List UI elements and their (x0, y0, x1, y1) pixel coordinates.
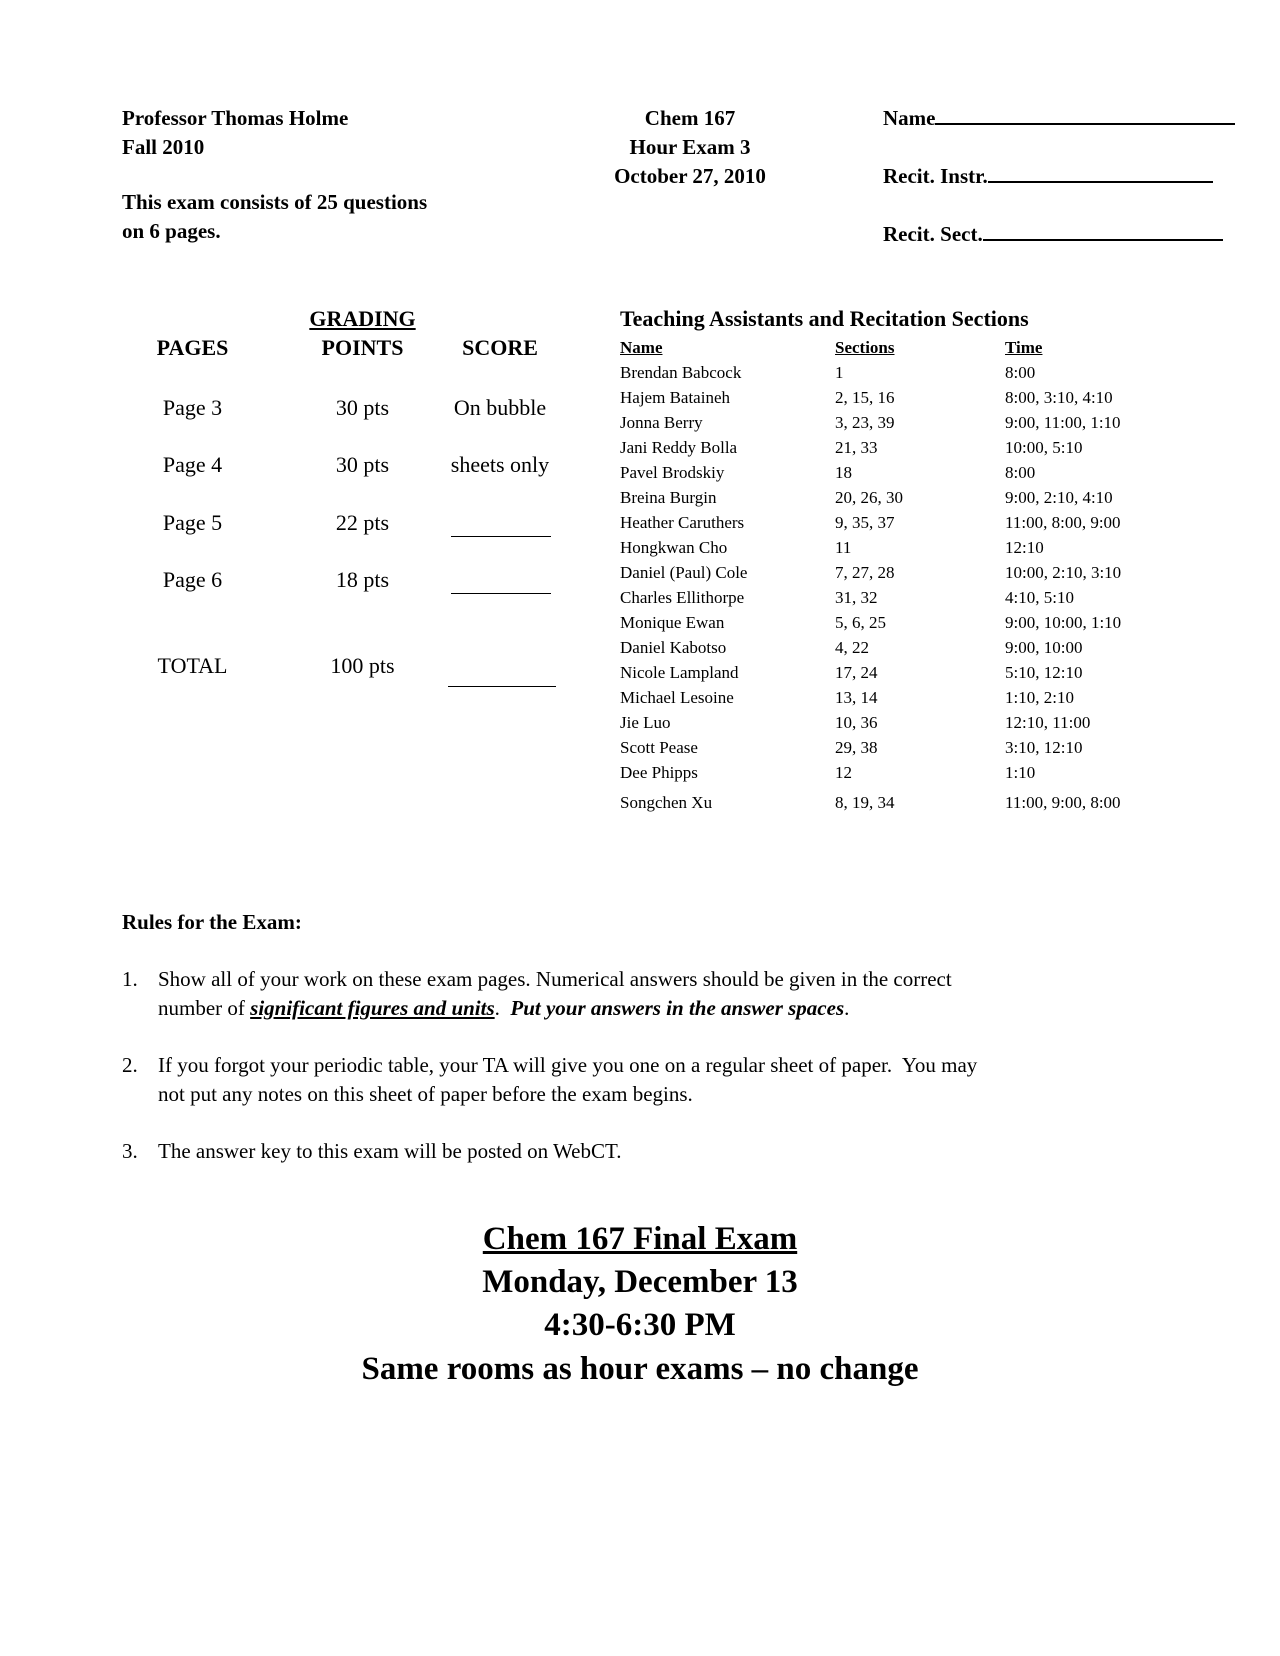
rule-1-bold-instruction: Put your answers in the answer spaces (510, 996, 845, 1020)
name-field-row (883, 104, 1235, 133)
term: Fall 2010 (122, 135, 205, 159)
ta-time: 9:00, 10:00 (1005, 638, 1083, 657)
recit-instr-label: Recit. Instr. (883, 164, 988, 188)
ta-time: 4:10, 5:10 (1005, 588, 1074, 607)
ta-name: Monique Ewan (620, 613, 725, 632)
rule-2-line2: not put any notes on this sheet of paper before the exam begins. (158, 1082, 693, 1106)
final-exam-time: 4:30-6:30 PM (544, 1307, 736, 1343)
ta-sections: 29, 38 (835, 738, 878, 757)
ta-name: Daniel (Paul) Cole (620, 563, 748, 582)
ta-name: Songchen Xu (620, 793, 713, 812)
rule-2-line1: If you forgot your periodic table, your TA will give you one on a regular sheet of paper. You may (158, 1053, 978, 1077)
ta-sections: 4, 22 (835, 638, 869, 657)
ta-sections: 7, 27, 28 (835, 563, 895, 582)
ta-sections: 21, 33 (835, 438, 878, 457)
ta-col-sections: Sections (835, 338, 895, 357)
score-blank-page5[interactable] (451, 534, 551, 537)
ta-sections: 18 (835, 463, 852, 482)
ta-time: 11:00, 8:00, 9:00 (1005, 513, 1121, 532)
table-row (620, 361, 1180, 385)
ta-sections: 20, 26, 30 (835, 488, 903, 507)
col-pages-header: PAGES (156, 335, 229, 360)
recit-sect-input-line[interactable] (983, 221, 1223, 241)
ta-time: 1:10, 2:10 (1005, 688, 1074, 707)
rule-1-line1: Show all of your work on these exam pages. Numerical answers should be given in the correct (158, 967, 952, 991)
ta-sections: 13, 14 (835, 688, 878, 707)
ta-name: Jani Reddy Bolla (620, 438, 738, 457)
rule-item-3-number: 3. (122, 1139, 138, 1163)
ta-sections: 8, 19, 34 (835, 793, 895, 812)
table-row (620, 536, 1180, 560)
table-row (620, 461, 1180, 485)
ta-sections: 31, 32 (835, 588, 878, 607)
ta-time: 8:00, 3:10, 4:10 (1005, 388, 1113, 407)
course-name: Chem 167 (644, 106, 736, 130)
final-exam-location: Same rooms as hour exams – no change (361, 1351, 919, 1387)
ta-sections: 12 (835, 763, 852, 782)
score-blank-page6[interactable] (451, 591, 551, 594)
rule-item-1 (158, 965, 1158, 1023)
ta-name: Charles Ellithorpe (620, 588, 745, 607)
ta-name: Daniel Kabotso (620, 638, 727, 657)
grading-header: GRADING (309, 306, 416, 331)
ta-table-title: Teaching Assistants and Recitation Sections (620, 306, 1029, 331)
grading-page: Page 4 (162, 452, 223, 477)
grading-score: sheets only (450, 452, 550, 477)
professor-name: Professor Thomas Holme (122, 106, 349, 130)
ta-name: Nicole Lampland (620, 663, 739, 682)
ta-time: 9:00, 10:00, 1:10 (1005, 613, 1122, 632)
exam-info-line2: on 6 pages. (122, 219, 221, 243)
ta-name: Scott Pease (620, 738, 698, 757)
grading-page: Page 6 (162, 567, 223, 592)
table-row (620, 386, 1180, 410)
table-row (620, 436, 1180, 460)
ta-sections: 3, 23, 39 (835, 413, 895, 432)
table-row (620, 736, 1180, 760)
ta-sections: 2, 15, 16 (835, 388, 895, 407)
table-row (620, 711, 1180, 735)
table-row (620, 636, 1180, 660)
ta-table-header (620, 336, 1180, 360)
ta-time: 9:00, 2:10, 4:10 (1005, 488, 1113, 507)
grading-page: Page 5 (162, 510, 223, 535)
rule-item-3: The answer key to this exam will be posted on WebCT. (158, 1139, 622, 1163)
grading-total-label: TOTAL (157, 653, 228, 678)
final-exam-date: Monday, December 13 (482, 1264, 798, 1300)
ta-name: Brendan Babcock (620, 363, 742, 382)
ta-col-name: Name (620, 338, 663, 357)
rule-1-line2 (158, 994, 1158, 1023)
grading-score: On bubble (453, 395, 547, 420)
recit-sect-field-row (883, 220, 1223, 249)
recit-instr-input-line[interactable] (988, 163, 1213, 183)
table-row (620, 411, 1180, 435)
recit-sect-label: Recit. Sect. (883, 222, 983, 246)
ta-time: 11:00, 9:00, 8:00 (1005, 793, 1121, 812)
exam-date: October 27, 2010 (614, 164, 766, 188)
grading-points: 30 pts (335, 452, 390, 477)
rule-item-2-number: 2. (122, 1053, 138, 1077)
table-row (620, 761, 1180, 785)
grading-points: 22 pts (335, 510, 390, 535)
score-blank-total[interactable] (448, 684, 556, 687)
table-row (620, 586, 1180, 610)
ta-name: Hongkwan Cho (620, 538, 728, 557)
ta-time: 5:10, 12:10 (1005, 663, 1083, 682)
ta-col-time: Time (1005, 338, 1043, 357)
ta-name: Dee Phipps (620, 763, 698, 782)
grading-page: Page 3 (162, 395, 223, 420)
exam-title: Hour Exam 3 (629, 135, 751, 159)
recit-instr-field-row (883, 162, 1213, 191)
rule-1-text: number of (158, 996, 251, 1020)
header-center (570, 104, 810, 191)
table-row (620, 661, 1180, 685)
rules-title: Rules for the Exam: (122, 910, 302, 934)
table-row (620, 611, 1180, 635)
ta-sections: 9, 35, 37 (835, 513, 895, 532)
ta-time: 8:00 (1005, 363, 1036, 382)
table-row (620, 791, 1180, 815)
ta-time: 10:00, 2:10, 3:10 (1005, 563, 1122, 582)
ta-name: Pavel Brodskiy (620, 463, 725, 482)
col-points-header: POINTS (321, 335, 404, 360)
rule-item-2 (158, 1051, 1158, 1109)
name-input-line[interactable] (935, 105, 1235, 125)
grading-points: 18 pts (335, 567, 390, 592)
ta-time: 12:10, 11:00 (1005, 713, 1091, 732)
col-score-header: SCORE (462, 335, 538, 360)
ta-name: Breina Burgin (620, 488, 717, 507)
ta-time: 9:00, 11:00, 1:10 (1005, 413, 1121, 432)
ta-sections: 5, 6, 25 (835, 613, 886, 632)
ta-time: 12:10 (1005, 538, 1044, 557)
rule-item-1-number: 1. (122, 967, 138, 991)
ta-sections: 1 (835, 363, 844, 382)
ta-sections: 11 (835, 538, 852, 557)
rule-1-emphasis: significant figures and units (250, 996, 495, 1020)
ta-name: Heather Caruthers (620, 513, 745, 532)
table-row (620, 486, 1180, 510)
rule-1-text: . (494, 996, 511, 1020)
ta-time: 1:10 (1005, 763, 1036, 782)
ta-name: Jie Luo (620, 713, 671, 732)
rule-1-text: . (844, 996, 850, 1020)
ta-time: 10:00, 5:10 (1005, 438, 1083, 457)
ta-name: Michael Lesoine (620, 688, 734, 707)
ta-name: Jonna Berry (620, 413, 703, 432)
table-row (620, 686, 1180, 710)
ta-sections: 17, 24 (835, 663, 878, 682)
ta-time: 8:00 (1005, 463, 1036, 482)
name-label: Name (883, 106, 936, 130)
final-exam-title: Chem 167 Final Exam (482, 1221, 798, 1257)
table-row (620, 561, 1180, 585)
header-left (122, 104, 427, 246)
exam-info-line1: This exam consists of 25 questions (122, 190, 428, 214)
ta-time: 3:10, 12:10 (1005, 738, 1083, 757)
ta-name: Hajem Bataineh (620, 388, 730, 407)
grading-total-points: 100 pts (330, 653, 395, 678)
ta-sections: 10, 36 (835, 713, 878, 732)
grading-points: 30 pts (335, 395, 390, 420)
table-row (620, 511, 1180, 535)
